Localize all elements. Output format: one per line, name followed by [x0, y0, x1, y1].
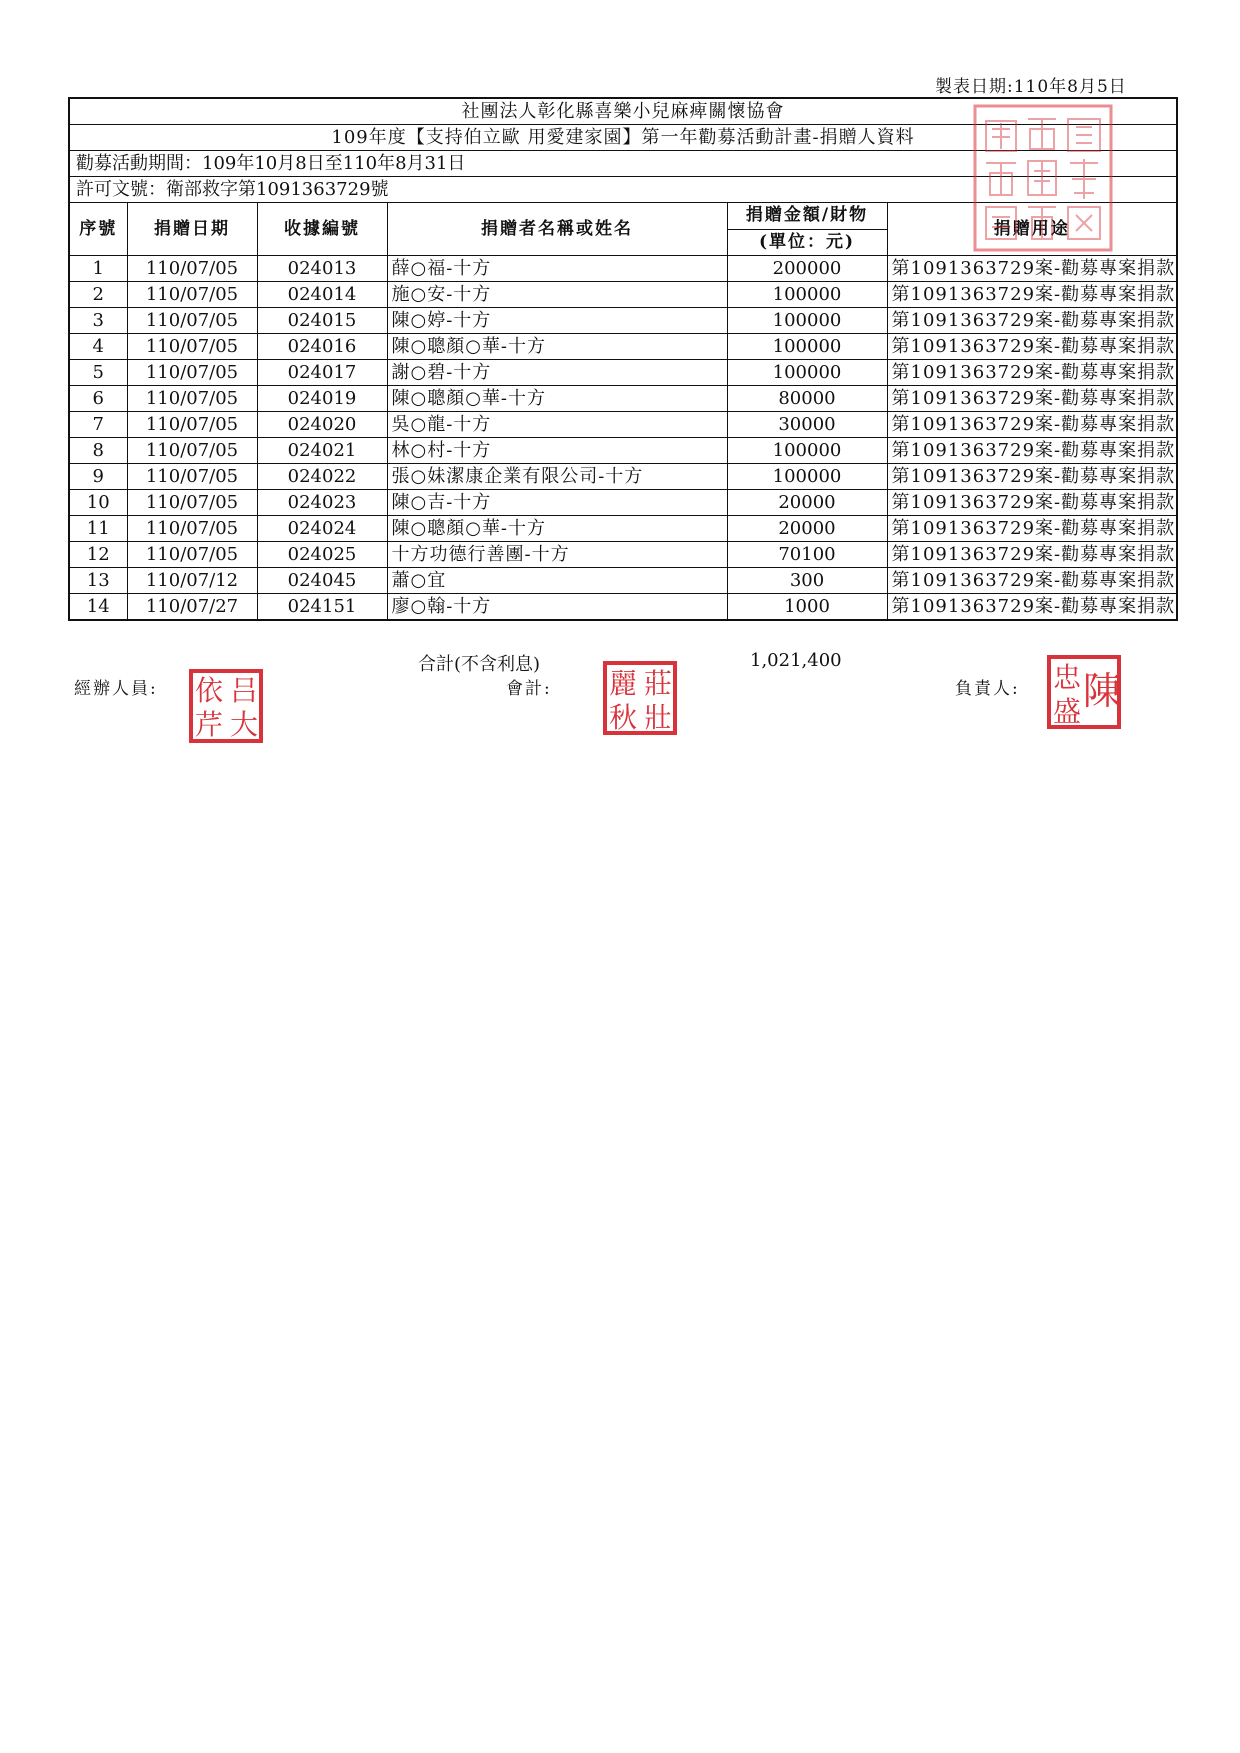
cell-seq: 6	[69, 386, 127, 412]
cell-purpose: 第1091363729案-勸募專案捐款	[887, 386, 1177, 412]
cell-donor: 蕭○宜	[387, 568, 727, 594]
cell-receipt: 024024	[257, 516, 387, 542]
handler-seal-char-2: 依	[194, 674, 224, 707]
cell-seq: 1	[69, 256, 127, 282]
cell-amount: 100000	[727, 360, 887, 386]
col-purpose: 捐贈用途	[887, 203, 1177, 256]
cell-date: 110/07/05	[127, 412, 257, 438]
cell-purpose: 第1091363729案-勸募專案捐款	[887, 334, 1177, 360]
responsible-label: 負責人:	[955, 679, 1020, 699]
cell-receipt: 024023	[257, 490, 387, 516]
cell-receipt: 024019	[257, 386, 387, 412]
table-row	[69, 594, 1177, 621]
cell-seq: 14	[69, 594, 127, 621]
col-amount-unit: (單位：元)	[727, 229, 887, 256]
cell-receipt: 024014	[257, 282, 387, 308]
org-name: 社團法人彰化縣喜樂小兒麻痺關懷協會	[69, 98, 1177, 125]
table-row	[69, 308, 1177, 334]
cell-purpose: 第1091363729案-勸募專案捐款	[887, 360, 1177, 386]
cell-amount: 300	[727, 568, 887, 594]
cell-receipt: 024025	[257, 542, 387, 568]
cell-purpose: 第1091363729案-勸募專案捐款	[887, 542, 1177, 568]
handler-seal-char-4: 芹	[194, 708, 224, 741]
handler-seal-char-3: 大	[229, 708, 259, 741]
cell-donor: 施○安-十方	[387, 282, 727, 308]
table-row	[69, 360, 1177, 386]
cell-purpose: 第1091363729案-勸募專案捐款	[887, 464, 1177, 490]
cell-receipt: 024016	[257, 334, 387, 360]
table-row	[69, 386, 1177, 412]
permit-number: 許可文號：衛部救字第1091363729號	[69, 177, 1177, 203]
cell-seq: 8	[69, 438, 127, 464]
cell-receipt: 024045	[257, 568, 387, 594]
accountant-label: 會計:	[506, 679, 552, 699]
handler-seal-char-1: 吕	[229, 674, 259, 707]
cell-receipt: 024021	[257, 438, 387, 464]
table-row	[69, 464, 1177, 490]
cell-receipt: 024151	[257, 594, 387, 621]
table-row	[69, 334, 1177, 360]
cell-amount: 80000	[727, 386, 887, 412]
cell-amount: 100000	[727, 464, 887, 490]
cell-receipt: 024022	[257, 464, 387, 490]
cell-donor: 林○村-十方	[387, 438, 727, 464]
cell-amount: 30000	[727, 412, 887, 438]
cell-donor: 陳○聰顏○華-十方	[387, 334, 727, 360]
cell-donor: 薛○福-十方	[387, 256, 727, 282]
cell-date: 110/07/05	[127, 464, 257, 490]
cell-purpose: 第1091363729案-勸募專案捐款	[887, 412, 1177, 438]
responsible-seal-char-1: 陳	[1082, 669, 1122, 713]
cell-date: 110/07/05	[127, 256, 257, 282]
cell-seq: 3	[69, 308, 127, 334]
table-body	[69, 256, 1177, 621]
accountant-seal-char-1: 莊	[643, 667, 673, 700]
col-seq: 序號	[69, 203, 127, 256]
col-receipt: 收據編號	[257, 203, 387, 256]
cell-donor: 陳○吉-十方	[387, 490, 727, 516]
cell-amount: 20000	[727, 516, 887, 542]
cell-donor: 廖○翰-十方	[387, 594, 727, 621]
responsible-seal-icon	[1046, 654, 1122, 730]
cell-seq: 11	[69, 516, 127, 542]
report-title: 109年度【支持伯立歐 用愛建家園】第一年勸募活動計畫-捐贈人資料	[69, 125, 1177, 151]
cell-purpose: 第1091363729案-勸募專案捐款	[887, 308, 1177, 334]
cell-date: 110/07/12	[127, 568, 257, 594]
cell-donor: 陳○婷-十方	[387, 308, 727, 334]
handler-seal-icon	[188, 668, 264, 744]
accountant-seal-char-4: 秋	[608, 701, 638, 734]
table-row	[69, 412, 1177, 438]
total-label: 合計(不含利息)	[418, 654, 541, 675]
cell-purpose: 第1091363729案-勸募專案捐款	[887, 516, 1177, 542]
cell-date: 110/07/05	[127, 282, 257, 308]
cell-donor: 謝○碧-十方	[387, 360, 727, 386]
cell-receipt: 024015	[257, 308, 387, 334]
cell-date: 110/07/05	[127, 360, 257, 386]
cell-date: 110/07/05	[127, 490, 257, 516]
organization-seal-icon	[972, 103, 1114, 253]
table-row	[69, 438, 1177, 464]
cell-seq: 7	[69, 412, 127, 438]
cell-donor: 張○妹潔康企業有限公司-十方	[387, 464, 727, 490]
table-row	[69, 282, 1177, 308]
cell-amount: 20000	[727, 490, 887, 516]
responsible-seal-char-3: 盛	[1052, 695, 1082, 728]
cell-seq: 2	[69, 282, 127, 308]
cell-receipt: 024020	[257, 412, 387, 438]
cell-purpose: 第1091363729案-勸募專案捐款	[887, 256, 1177, 282]
col-date: 捐贈日期	[127, 203, 257, 256]
cell-amount: 1000	[727, 594, 887, 621]
cell-date: 110/07/27	[127, 594, 257, 621]
table-row	[69, 542, 1177, 568]
report-date: 製表日期:110年8月5日	[935, 77, 1127, 97]
cell-receipt: 024017	[257, 360, 387, 386]
handler-label: 經辦人員:	[74, 679, 158, 699]
cell-amount: 200000	[727, 256, 887, 282]
cell-receipt: 024013	[257, 256, 387, 282]
cell-purpose: 第1091363729案-勸募專案捐款	[887, 490, 1177, 516]
cell-seq: 12	[69, 542, 127, 568]
cell-donor: 吳○龍-十方	[387, 412, 727, 438]
col-donor: 捐贈者名稱或姓名	[387, 203, 727, 256]
accountant-seal-icon	[602, 660, 678, 736]
cell-seq: 5	[69, 360, 127, 386]
cell-amount: 100000	[727, 438, 887, 464]
cell-donor: 十方功德行善團-十方	[387, 542, 727, 568]
col-amount: 捐贈金額/財物	[727, 203, 887, 230]
cell-purpose: 第1091363729案-勸募專案捐款	[887, 568, 1177, 594]
cell-donor: 陳○聰顏○華-十方	[387, 386, 727, 412]
cell-seq: 10	[69, 490, 127, 516]
cell-amount: 100000	[727, 282, 887, 308]
cell-seq: 4	[69, 334, 127, 360]
cell-seq: 13	[69, 568, 127, 594]
cell-seq: 9	[69, 464, 127, 490]
cell-date: 110/07/05	[127, 334, 257, 360]
cell-amount: 70100	[727, 542, 887, 568]
total-value: 1,021,400	[750, 650, 842, 671]
cell-amount: 100000	[727, 308, 887, 334]
cell-amount: 100000	[727, 334, 887, 360]
cell-date: 110/07/05	[127, 516, 257, 542]
cell-date: 110/07/05	[127, 542, 257, 568]
cell-purpose: 第1091363729案-勸募專案捐款	[887, 282, 1177, 308]
cell-donor: 陳○聰顏○華-十方	[387, 516, 727, 542]
campaign-period: 勸募活動期間：109年10月8日至110年8月31日	[69, 151, 1177, 177]
accountant-seal-char-2: 麗	[608, 667, 638, 700]
table-row	[69, 490, 1177, 516]
responsible-seal-char-2: 忠	[1052, 661, 1082, 694]
cell-purpose: 第1091363729案-勸募專案捐款	[887, 594, 1177, 621]
table-row	[69, 256, 1177, 282]
cell-date: 110/07/05	[127, 386, 257, 412]
cell-date: 110/07/05	[127, 438, 257, 464]
cell-date: 110/07/05	[127, 308, 257, 334]
table-row	[69, 516, 1177, 542]
table-row	[69, 568, 1177, 594]
accountant-seal-char-3: 壯	[643, 701, 673, 734]
cell-purpose: 第1091363729案-勸募專案捐款	[887, 438, 1177, 464]
